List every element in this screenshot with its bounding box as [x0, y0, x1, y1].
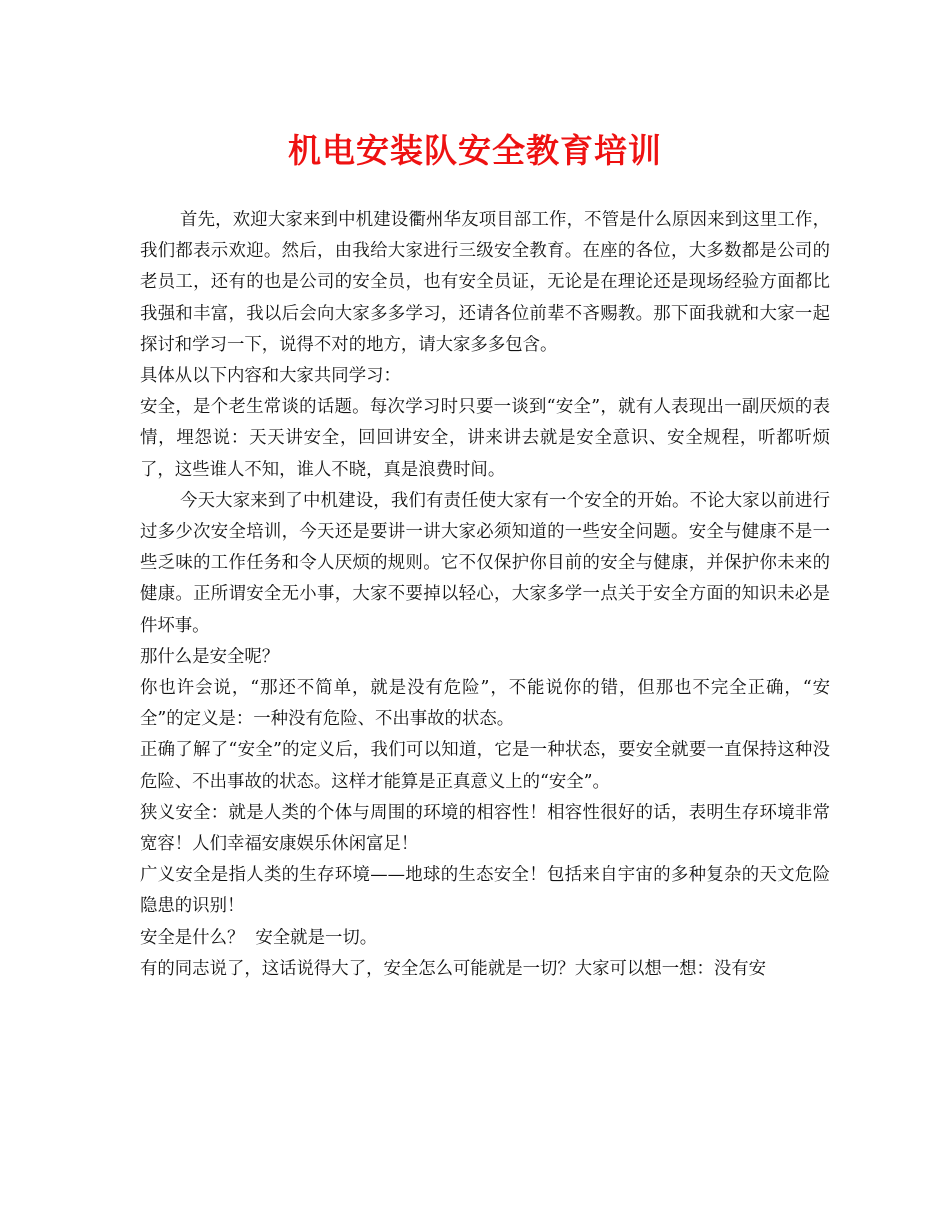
paragraph-welcome: 首先，欢迎大家来到中机建设衢州华友项目部工作，不管是什么原因来到这里工作，我们都表示欢迎。然后，由我给大家进行三级安全教育。在座的各位，大多数都是公司的老员工，还有的也是公司的安全员，也有安全员证，无论是在理论还是现场经验方面都比我强和丰富，我以后会向大家多多学习，还请各位前辈不吝赐教。那下面我就和大家一起探讨和学习一下，说得不对的地方，请大家多多包含。	[140, 210, 830, 355]
paragraph-narrow-safety: 狭义安全：就是人类的个体与周围的环境的相容性！相容性很好的话，表明生存环境非常宽容！人们幸福安康娱乐休闲富足！	[140, 802, 830, 855]
paragraph-intro: 具体从以下内容和大家共同学习：	[140, 366, 401, 387]
document-body	[140, 205, 830, 985]
paragraph-state: 正确了解了“安全”的定义后，我们可以知道，它是一种状态，要安全就要一直保持这种没危险、不出事故的状态。这样才能算是正真意义上的“安全”。	[140, 740, 830, 792]
paragraph-definition: 你也许会说，“那还不简单，就是没有危险”，不能说你的错，但那也不完全正确，“安全”的定义是：一种没有危险、不出事故的状态。	[140, 678, 830, 730]
paragraph-everything: 有的同志说了，这话说得大了，安全怎么可能就是一切？大家可以想一想：没有安	[140, 958, 767, 979]
paragraph-safety-topic: 安全，是个老生常谈的话题。每次学习时只要一谈到“安全”，就有人表现出一副厌烦的表情，埋怨说：天天讲安全，回回讲安全，讲来讲去就是安全意识、安全规程，听都听烦了，这些谁人不知，谁人不晓，真是浪费时间。	[140, 397, 830, 480]
paragraph-what-is-safety: 安全是什么？ 安全就是一切。	[140, 927, 378, 948]
paragraph-responsibility: 今天大家来到了中机建设，我们有责任使大家有一个安全的开始。不论大家以前进行过多少次安全培训，今天还是要讲一讲大家必须知道的一些安全问题。安全与健康不是一些乏味的工作任务和令人厌烦的规则。它不仅保护你目前的安全与健康，并保护你未来的健康。正所谓安全无小事，大家不要掉以轻心，大家多学一点关于安全方面的知识未必是件坏事。	[140, 490, 830, 636]
paragraph-broad-safety: 广义安全是指人类的生存环境——地球的生态安全！包括来自宇宙的多种复杂的天文危险隐患的识别！	[140, 865, 830, 917]
paragraph-question: 那什么是安全呢？	[140, 646, 280, 667]
document-title: 机电安装队安全教育培训	[288, 131, 662, 170]
